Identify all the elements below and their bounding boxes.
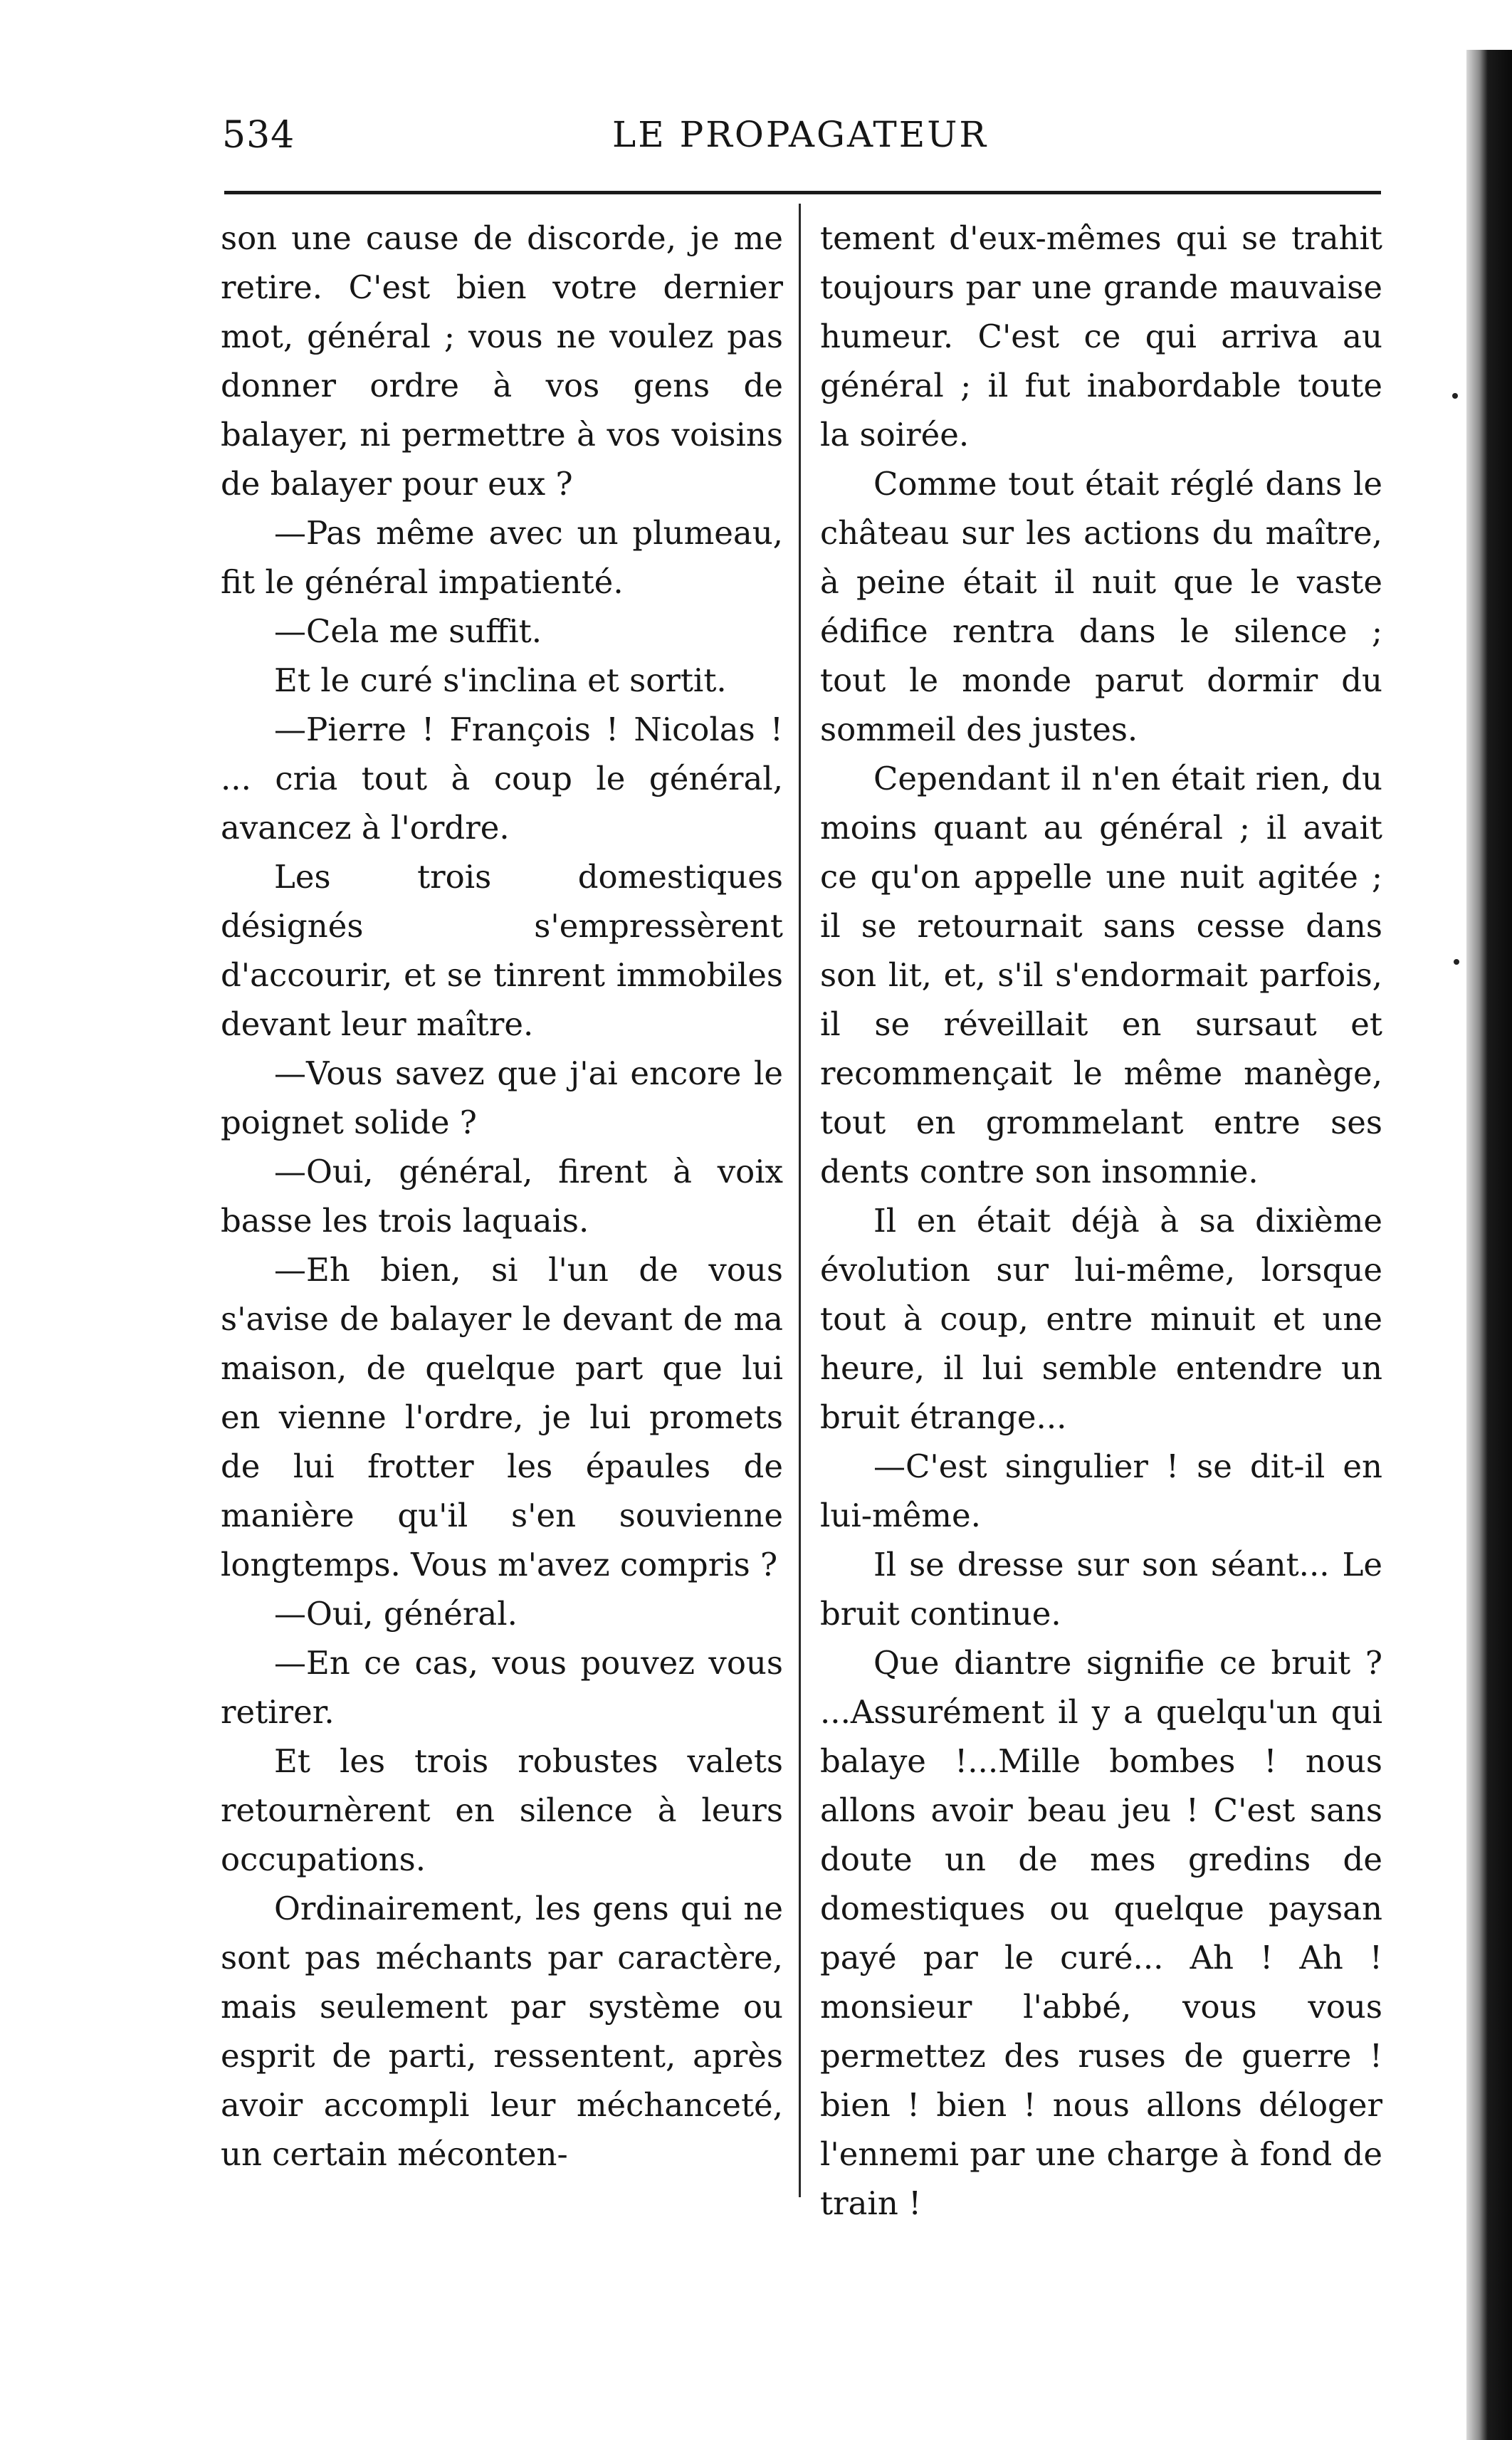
scan-speck xyxy=(1452,393,1458,399)
paragraph: Et les trois robustes valets retournèrent en silence à leurs occupations. xyxy=(221,1742,783,1878)
left-text-column xyxy=(221,214,783,2179)
paragraph: Ordinairement, les gens qui ne sont pas méchants par caractère, mais seulement par système ou esprit de parti, ressentent, après avoir accompli leur méchanceté, un certain méconten- xyxy=(221,1890,783,2173)
column-divider xyxy=(799,204,801,2197)
paragraph: —Eh bien, si l'un de vous s'avise de balayer le devant de ma maison, de quelque part que lui en vienne l'ordre, je lui promets de lui frotter les épaules de manière qu'il s'en souvienne longtemps. Vous m'avez compris ? xyxy=(221,1251,783,1583)
paragraph: Cependant il n'en était rien, du moins quant au général ; il avait ce qu'on appelle une nuit agitée ; il se retournait sans cesse dans son lit, et, s'il s'endormait parfois, il se réveillait en sursaut et recommençait le même manège, tout en grommelant entre ses dents contre son insomnie. xyxy=(820,760,1382,1190)
paragraph: Il en était déjà à sa dixième évolution sur lui-même, lorsque tout à coup, entre minuit et une heure, il lui semble entendre un bruit étrange... xyxy=(820,1202,1382,1436)
paragraph: —En ce cas, vous pouvez vous retirer. xyxy=(221,1644,783,1731)
paragraph: —Pierre ! François ! Nicolas ! ... cria tout à coup le général, avancez à l'ordre. xyxy=(221,711,783,847)
paragraph: —C'est singulier ! se dit-il en lui-même. xyxy=(820,1447,1382,1534)
paragraph: Que diantre signifie ce bruit ? ...Assurément il y a quelqu'un qui balaye !...Mille bombes ! nous allons avoir beau jeu ! C'est sans doute un de mes gredins de domestiques ou quelque paysan payé par le curé... Ah ! Ah ! monsieur l'abbé, vous vous permettez des ruses de guerre ! bien ! bien ! nous allons déloger l'ennemi par une charge à fond de train ! xyxy=(820,1644,1382,2222)
paragraph: —Oui, général. xyxy=(274,1595,518,1633)
paragraph: Et le curé s'inclina et sortit. xyxy=(274,661,727,699)
header-rule xyxy=(224,191,1381,194)
paragraph: —Cela me suffit. xyxy=(274,612,542,650)
paragraph: —Pas même avec un plumeau, fit le général impatienté. xyxy=(221,514,783,601)
scan-binding-edge xyxy=(1466,50,1512,2440)
right-text-column xyxy=(820,214,1382,2228)
paragraph: tement d'eux-mêmes qui se trahit toujours par une grande mauvaise humeur. C'est ce qui arriva au général ; il fut inabordable toute la soirée. xyxy=(820,219,1382,454)
page-number: 534 xyxy=(222,114,295,157)
paragraph: —Vous savez que j'ai encore le poignet solide ? xyxy=(221,1054,783,1141)
paragraph: Les trois domestiques désignés s'empressèrent d'accourir, et se tinrent immobiles devant leur maître. xyxy=(221,858,783,1043)
scan-speck xyxy=(1454,959,1459,965)
running-title: LE PROPAGATEUR xyxy=(612,114,988,155)
paragraph: —Oui, général, firent à voix basse les trois laquais. xyxy=(221,1153,783,1240)
paragraph: Il se dresse sur son séant... Le bruit continue. xyxy=(820,1546,1382,1633)
paragraph: Comme tout était réglé dans le château sur les actions du maître, à peine était il nuit que le vaste édifice rentra dans le silence ; tout le monde parut dormir du sommeil des justes. xyxy=(820,465,1382,748)
paragraph: son une cause de discorde, je me retire. C'est bien votre dernier mot, général ; vous ne voulez pas donner ordre à vos gens de balayer, ni permettre à vos voisins de balayer pour eux ? xyxy=(221,219,783,503)
